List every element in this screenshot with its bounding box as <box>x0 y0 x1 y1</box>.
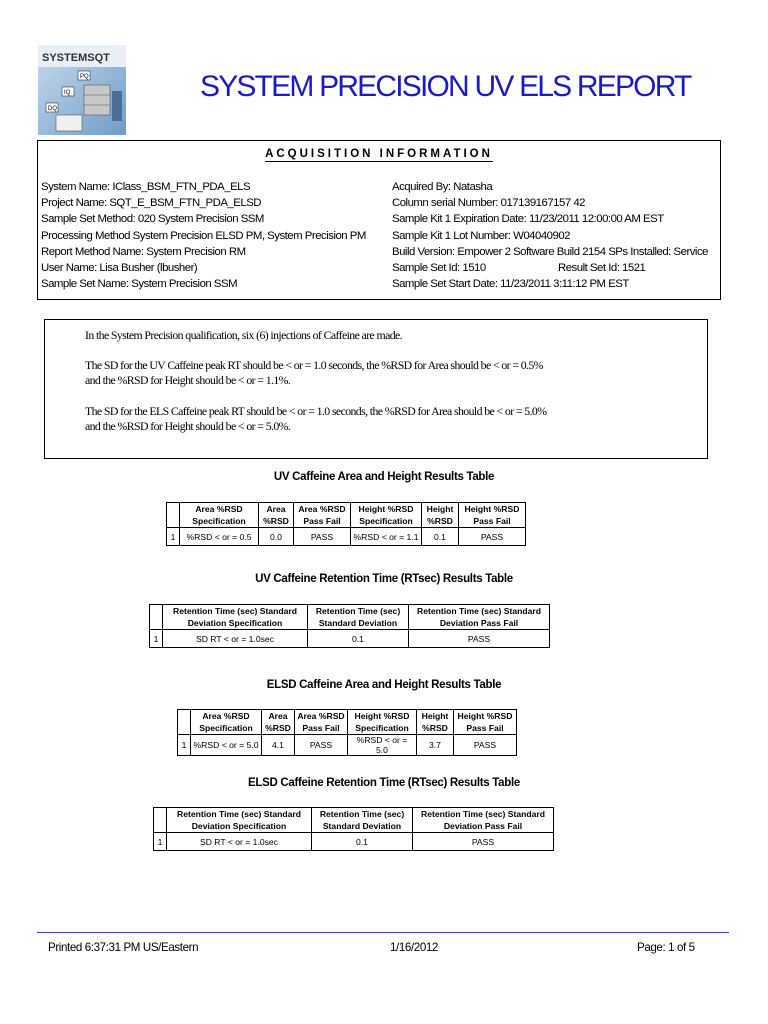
table-header: Height %RSD <box>422 503 459 528</box>
table-header: Height %RSD Specification <box>348 710 417 735</box>
print-date: 1/16/2012 <box>390 941 438 954</box>
uv-area-table-title: UV Caffeine Area and Height Results Table <box>273 471 495 483</box>
table-cell: SD RT < or = 1.0sec <box>167 833 312 851</box>
description-line: and the %RSD for Height should be < or = 1.1%. <box>85 373 291 387</box>
table-header: Retention Time (sec) Standard Deviation Pass Fail <box>409 605 550 630</box>
project-name: Project Name: SQT_E_BSM_FTN_PDA_ELSD <box>41 197 262 210</box>
table-header: Retention Time (sec) Standard Deviation <box>308 605 409 630</box>
acquisition-left-column <box>41 179 366 292</box>
table-row <box>150 630 550 648</box>
result-set-id: Result Set Id: 1521 <box>558 262 646 275</box>
sample-set-id: Sample Set Id: 1510 Result Set Id: 1521 <box>392 260 708 276</box>
table-cell: PASS <box>294 528 351 546</box>
sample-set-method: Sample Set Method: 020 System Precision SSM <box>41 213 264 226</box>
table-cell: PASS <box>409 630 550 648</box>
table-header: Area %RSD <box>262 710 295 735</box>
table-row <box>154 833 554 851</box>
table-header <box>167 503 180 528</box>
table-cell: 1 <box>178 735 191 756</box>
page-number: Page: 1 of 5 <box>637 941 695 954</box>
logo-text: SYSTEMSQT <box>42 52 110 64</box>
table-header: Retention Time (sec) Standard Deviation Pass Fail <box>413 808 554 833</box>
user-name: User Name: Lisa Busher (lbusher) <box>41 262 198 275</box>
table-header: Retention Time (sec) Standard Deviation Specification <box>163 605 308 630</box>
acquired-by: Acquired By: Natasha <box>392 181 493 193</box>
elsd-rt-table-title: ELSD Caffeine Retention Time (RTsec) Results Table <box>248 777 520 789</box>
description-line: and the %RSD for Height should be < or = 5.0%. <box>85 419 291 433</box>
table-header: Area %RSD Pass Fail <box>295 710 348 735</box>
table-cell: 0.1 <box>308 630 409 648</box>
elsd-area-table-title: ELSD Caffeine Area and Height Results Table <box>266 679 502 691</box>
table-cell: 1 <box>150 630 163 648</box>
table-row <box>167 528 526 546</box>
processing-method: Processing Method System Precision ELSD PM, System Precision PM <box>41 229 366 242</box>
table-header <box>178 710 191 735</box>
table-cell: 0.1 <box>312 833 413 851</box>
table-header: Height %RSD Pass Fail <box>459 503 526 528</box>
printed-time: Printed 6:37:31 PM US/Eastern <box>48 941 199 954</box>
table-cell: SD RT < or = 1.0sec <box>163 630 308 648</box>
table-header: Area %RSD Pass Fail <box>294 503 351 528</box>
acquisition-heading: ACQUISITION INFORMATION <box>265 148 493 160</box>
description-line: The SD for the UV Caffeine peak RT should be < or = 1.0 seconds, the %RSD for Area should be < or = 0.5% <box>85 358 543 372</box>
table-header <box>154 808 167 833</box>
svg-text:IQ: IQ <box>64 90 71 96</box>
table-cell: 4.1 <box>262 735 295 756</box>
svg-text:DQ: DQ <box>48 106 57 112</box>
table-header: Retention Time (sec) Standard Deviation Specification <box>167 808 312 833</box>
table-cell: PASS <box>459 528 526 546</box>
uv-area-height-table <box>166 502 526 546</box>
table-cell: PASS <box>413 833 554 851</box>
footer-divider <box>37 932 729 933</box>
report-title: SYSTEM PRECISION UV ELS REPORT <box>200 70 691 103</box>
acquisition-info-box <box>37 140 721 300</box>
sample-set-name: Sample Set Name: System Precision SSM <box>41 278 238 291</box>
elsd-area-height-table <box>177 709 517 756</box>
table-cell: 1 <box>154 833 167 851</box>
uv-rt-table-title: UV Caffeine Retention Time (RTsec) Results Table <box>255 573 513 585</box>
table-cell: %RSD < or = 5.0 <box>191 735 262 756</box>
table-cell: %RSD < or = 1.1 <box>351 528 422 546</box>
table-header: Area %RSD Specification <box>180 503 259 528</box>
table-cell: 1 <box>167 528 180 546</box>
system-name: System Name: IClass_BSM_FTN_PDA_ELS <box>41 181 251 193</box>
sample-kit-lot: Sample Kit 1 Lot Number: W04040902 <box>392 229 571 242</box>
table-cell: 0.1 <box>422 528 459 546</box>
table-header: Height %RSD <box>417 710 454 735</box>
svg-text:PQ: PQ <box>80 74 89 80</box>
table-cell: %RSD < or = 5.0 <box>348 735 417 756</box>
report-method-name: Report Method Name: System Precision RM <box>41 245 246 258</box>
description-line: The SD for the ELS Caffeine peak RT should be < or = 1.0 seconds, the %RSD for Area should be < or = 5.0% <box>85 404 547 418</box>
table-row <box>178 735 517 756</box>
table-cell: PASS <box>295 735 348 756</box>
table-header <box>150 605 163 630</box>
table-cell: %RSD < or = 0.5 <box>180 528 259 546</box>
table-cell: PASS <box>454 735 517 756</box>
table-cell: 0.0 <box>259 528 294 546</box>
sample-kit-expiration: Sample Kit 1 Expiration Date: 11/23/2011 12:00:00 AM EST <box>392 213 664 226</box>
build-version: Build Version: Empower 2 Software Build 2154 SPs Installed: Service <box>392 245 708 258</box>
uv-rt-table <box>149 604 550 648</box>
systemsqt-logo <box>38 45 126 135</box>
table-header: Retention Time (sec) Standard Deviation <box>312 808 413 833</box>
table-header: Height %RSD Pass Fail <box>454 710 517 735</box>
column-serial-number: Column serial Number: 017139167157 42 <box>392 197 585 210</box>
qualification-description <box>44 319 708 459</box>
table-header: Area %RSD Specification <box>191 710 262 735</box>
acquisition-right-column <box>392 179 708 292</box>
table-header: Height %RSD Specification <box>351 503 422 528</box>
table-cell: 3.7 <box>417 735 454 756</box>
elsd-rt-table <box>153 807 554 851</box>
table-header: Area %RSD <box>259 503 294 528</box>
description-line: In the System Precision qualification, six (6) injections of Caffeine are made. <box>85 328 403 342</box>
sample-set-start-date: Sample Set Start Date: 11/23/2011 3:11:12 PM EST <box>392 278 629 291</box>
